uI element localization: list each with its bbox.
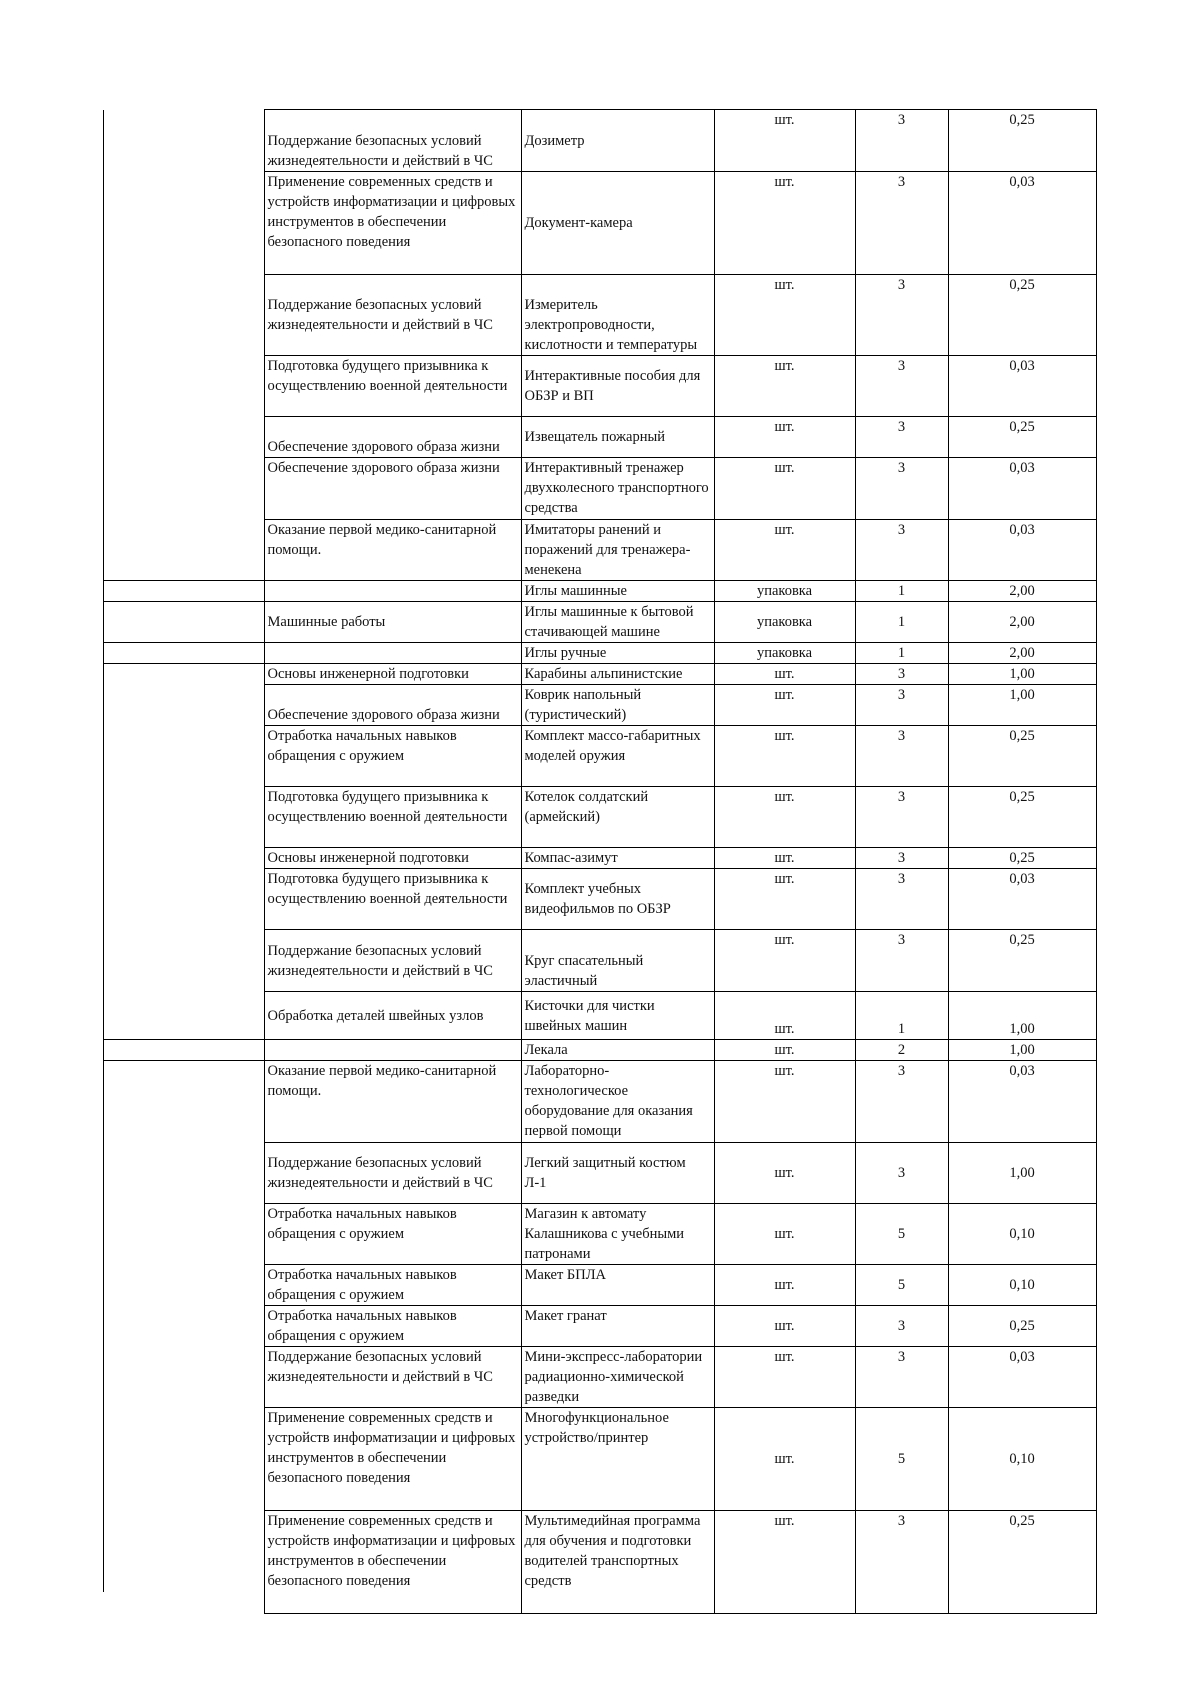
- table-row: [103, 992, 1096, 1040]
- unit-cell: шт.: [714, 172, 855, 275]
- table-row: [103, 664, 1096, 685]
- row-number-cell: [103, 356, 264, 417]
- item-cell: Дозиметр: [521, 110, 714, 172]
- topic-cell: Подготовка будущего призывника к осуществлению военной деятельности: [264, 356, 521, 417]
- unit-cell: шт.: [714, 685, 855, 726]
- item-cell: Документ-камера: [521, 172, 714, 275]
- table-row: [103, 1511, 1096, 1614]
- quantity-cell: 3: [855, 1347, 948, 1408]
- item-cell: Кисточки для чистки швейных машин: [521, 992, 714, 1040]
- ratio-cell: 0,03: [948, 1347, 1096, 1408]
- equipment-table: [103, 109, 1097, 1614]
- topic-cell: Отработка начальных навыков обращения с оружием: [264, 1265, 521, 1306]
- ratio-cell: 0,25: [948, 1306, 1096, 1347]
- ratio-cell: 1,00: [948, 1040, 1096, 1061]
- quantity-cell: 3: [855, 848, 948, 869]
- item-cell: Компас-азимут: [521, 848, 714, 869]
- row-number-cell: [103, 602, 264, 643]
- ratio-cell: 0,25: [948, 1511, 1096, 1614]
- ratio-cell: 1,00: [948, 1143, 1096, 1204]
- table-row: [103, 275, 1096, 356]
- item-cell: Измеритель электропроводности, кислотности и температуры: [521, 275, 714, 356]
- table-row: [103, 685, 1096, 726]
- topic-cell: Оказание первой медико-санитарной помощи.: [264, 520, 521, 581]
- table-row: [103, 356, 1096, 417]
- topic-cell: Обеспечение здорового образа жизни: [264, 685, 521, 726]
- topic-cell: Машинные работы: [264, 602, 521, 643]
- table-row: [103, 458, 1096, 520]
- unit-cell: шт.: [714, 1265, 855, 1306]
- quantity-cell: 3: [855, 356, 948, 417]
- quantity-cell: 3: [855, 275, 948, 356]
- table-row: [103, 787, 1096, 848]
- quantity-cell: 3: [855, 726, 948, 787]
- table-row: [103, 1143, 1096, 1204]
- unit-cell: шт.: [714, 869, 855, 930]
- row-number-cell: [103, 1204, 264, 1265]
- ratio-cell: 0,03: [948, 1061, 1096, 1143]
- table-row: [103, 581, 1096, 602]
- ratio-cell: 0,03: [948, 520, 1096, 581]
- topic-cell: Поддержание безопасных условий жизнедеятельности и действий в ЧС: [264, 1347, 521, 1408]
- item-cell: Интерактивный тренажер двухколесного транспортного средства: [521, 458, 714, 520]
- table-row: [103, 110, 1096, 172]
- unit-cell: шт.: [714, 930, 855, 992]
- unit-cell: шт.: [714, 1511, 855, 1614]
- quantity-cell: 3: [855, 930, 948, 992]
- item-cell: Карабины альпинистские: [521, 664, 714, 685]
- quantity-cell: 2: [855, 1040, 948, 1061]
- quantity-cell: 3: [855, 458, 948, 520]
- table-row: [103, 1306, 1096, 1347]
- ratio-cell: 0,10: [948, 1265, 1096, 1306]
- table-row: [103, 1408, 1096, 1511]
- item-cell: Комплект массо-габаритных моделей оружия: [521, 726, 714, 787]
- topic-cell: Поддержание безопасных условий жизнедеятельности и действий в ЧС: [264, 930, 521, 992]
- item-cell: Иглы машинные: [521, 581, 714, 602]
- item-cell: Извещатель пожарный: [521, 417, 714, 458]
- unit-cell: шт.: [714, 110, 855, 172]
- row-number-cell: [103, 417, 264, 458]
- row-number-cell: [103, 848, 264, 869]
- item-cell: Круг спасательный эластичный: [521, 930, 714, 992]
- table-row: [103, 602, 1096, 643]
- topic-cell: Основы инженерной подготовки: [264, 848, 521, 869]
- unit-cell: шт.: [714, 1306, 855, 1347]
- item-cell: Мультимедийная программа для обучения и подготовки водителей транспортных средств: [521, 1511, 714, 1614]
- unit-cell: шт.: [714, 1143, 855, 1204]
- topic-cell: Основы инженерной подготовки: [264, 664, 521, 685]
- unit-cell: упаковка: [714, 581, 855, 602]
- unit-cell: шт.: [714, 275, 855, 356]
- unit-cell: упаковка: [714, 643, 855, 664]
- row-number-cell: [103, 685, 264, 726]
- topic-cell: Обработка деталей швейных узлов: [264, 992, 521, 1040]
- quantity-cell: 5: [855, 1265, 948, 1306]
- topic-cell: Подготовка будущего призывника к осуществлению военной деятельности: [264, 869, 521, 930]
- ratio-cell: 0,03: [948, 172, 1096, 275]
- quantity-cell: 1: [855, 992, 948, 1040]
- unit-cell: шт.: [714, 1040, 855, 1061]
- quantity-cell: 3: [855, 1143, 948, 1204]
- row-number-cell: [103, 1511, 264, 1614]
- item-cell: Лекала: [521, 1040, 714, 1061]
- topic-cell: Отработка начальных навыков обращения с оружием: [264, 726, 521, 787]
- table-row: [103, 848, 1096, 869]
- ratio-cell: 1,00: [948, 992, 1096, 1040]
- ratio-cell: 2,00: [948, 643, 1096, 664]
- row-number-cell: [103, 1306, 264, 1347]
- row-number-cell: [103, 581, 264, 602]
- row-number-cell: [103, 458, 264, 520]
- item-cell: Комплект учебных видеофильмов по ОБЗР: [521, 869, 714, 930]
- quantity-cell: 3: [855, 520, 948, 581]
- item-cell: Магазин к автомату Калашникова с учебными патронами: [521, 1204, 714, 1265]
- unit-cell: шт.: [714, 664, 855, 685]
- topic-cell: [264, 643, 521, 664]
- row-number-cell: [103, 1061, 264, 1143]
- unit-cell: шт.: [714, 356, 855, 417]
- quantity-cell: 3: [855, 417, 948, 458]
- item-cell: Легкий защитный костюм Л-1: [521, 1143, 714, 1204]
- row-number-cell: [103, 992, 264, 1040]
- row-number-cell: [103, 110, 264, 172]
- ratio-cell: 2,00: [948, 602, 1096, 643]
- quantity-cell: 3: [855, 172, 948, 275]
- table-row: [103, 1204, 1096, 1265]
- unit-cell: шт.: [714, 992, 855, 1040]
- ratio-cell: 2,00: [948, 581, 1096, 602]
- item-cell: Коврик напольный (туристический): [521, 685, 714, 726]
- quantity-cell: 5: [855, 1204, 948, 1265]
- item-cell: Макет БПЛА: [521, 1265, 714, 1306]
- quantity-cell: 1: [855, 643, 948, 664]
- topic-cell: Обеспечение здорового образа жизни: [264, 458, 521, 520]
- quantity-cell: 3: [855, 1306, 948, 1347]
- topic-cell: Поддержание безопасных условий жизнедеятельности и действий в ЧС: [264, 1143, 521, 1204]
- row-number-cell: [103, 172, 264, 275]
- item-cell: Мини-экспресс-лаборатории радиационно-химической разведки: [521, 1347, 714, 1408]
- table-row: [103, 1040, 1096, 1061]
- item-cell: Макет гранат: [521, 1306, 714, 1347]
- quantity-cell: 3: [855, 664, 948, 685]
- item-cell: Многофункциональное устройство/принтер: [521, 1408, 714, 1511]
- ratio-cell: 0,25: [948, 110, 1096, 172]
- quantity-cell: 3: [855, 1061, 948, 1143]
- unit-cell: шт.: [714, 520, 855, 581]
- unit-cell: упаковка: [714, 602, 855, 643]
- unit-cell: шт.: [714, 726, 855, 787]
- unit-cell: шт.: [714, 1204, 855, 1265]
- quantity-cell: 1: [855, 581, 948, 602]
- item-cell: Интерактивные пособия для ОБЗР и ВП: [521, 356, 714, 417]
- unit-cell: шт.: [714, 417, 855, 458]
- row-number-cell: [103, 1040, 264, 1061]
- topic-cell: Оказание первой медико-санитарной помощи.: [264, 1061, 521, 1143]
- ratio-cell: 0,25: [948, 930, 1096, 992]
- row-number-cell: [103, 643, 264, 664]
- quantity-cell: 3: [855, 685, 948, 726]
- item-cell: Имитаторы ранений и поражений для тренажера-менекена: [521, 520, 714, 581]
- ratio-cell: 0,25: [948, 275, 1096, 356]
- unit-cell: шт.: [714, 1061, 855, 1143]
- row-number-cell: [103, 1408, 264, 1511]
- topic-cell: Обеспечение здорового образа жизни: [264, 417, 521, 458]
- ratio-cell: 0,25: [948, 726, 1096, 787]
- quantity-cell: 3: [855, 110, 948, 172]
- ratio-cell: 0,25: [948, 848, 1096, 869]
- topic-cell: Применение современных средств и устройств информатизации и цифровых инструментов в обеспечении безопасного поведения: [264, 172, 521, 275]
- row-number-cell: [103, 1143, 264, 1204]
- row-number-cell: [103, 1265, 264, 1306]
- ratio-cell: 0,25: [948, 417, 1096, 458]
- table-row: [103, 930, 1096, 992]
- row-number-cell: [103, 930, 264, 992]
- table-row: [103, 869, 1096, 930]
- table-row: [103, 643, 1096, 664]
- table-row: [103, 1061, 1096, 1143]
- ratio-cell: 0,25: [948, 787, 1096, 848]
- topic-cell: [264, 581, 521, 602]
- unit-cell: шт.: [714, 848, 855, 869]
- topic-cell: [264, 1040, 521, 1061]
- table-row: [103, 417, 1096, 458]
- item-cell: Иглы машинные к бытовой стачивающей машине: [521, 602, 714, 643]
- topic-cell: Отработка начальных навыков обращения с оружием: [264, 1306, 521, 1347]
- item-cell: Котелок солдатский (армейский): [521, 787, 714, 848]
- topic-cell: Отработка начальных навыков обращения с оружием: [264, 1204, 521, 1265]
- ratio-cell: 0,03: [948, 458, 1096, 520]
- ratio-cell: 1,00: [948, 685, 1096, 726]
- topic-cell: Поддержание безопасных условий жизнедеятельности и действий в ЧС: [264, 110, 521, 172]
- unit-cell: шт.: [714, 787, 855, 848]
- row-number-cell: [103, 869, 264, 930]
- quantity-cell: 5: [855, 1408, 948, 1511]
- table-row: [103, 172, 1096, 275]
- topic-cell: Поддержание безопасных условий жизнедеятельности и действий в ЧС: [264, 275, 521, 356]
- row-number-cell: [103, 520, 264, 581]
- table-row: [103, 726, 1096, 787]
- row-number-cell: [103, 275, 264, 356]
- item-cell: Иглы ручные: [521, 643, 714, 664]
- topic-cell: Применение современных средств и устройств информатизации и цифровых инструментов в обеспечении безопасного поведения: [264, 1408, 521, 1511]
- ratio-cell: 0,10: [948, 1204, 1096, 1265]
- row-number-cell: [103, 787, 264, 848]
- row-number-cell: [103, 726, 264, 787]
- item-cell: Лабораторно-технологическое оборудование для оказания первой помощи: [521, 1061, 714, 1143]
- table-row: [103, 520, 1096, 581]
- ratio-cell: 0,10: [948, 1408, 1096, 1511]
- quantity-cell: 3: [855, 869, 948, 930]
- row-number-cell: [103, 664, 264, 685]
- quantity-cell: 3: [855, 787, 948, 848]
- unit-cell: шт.: [714, 1347, 855, 1408]
- topic-cell: Подготовка будущего призывника к осуществлению военной деятельности: [264, 787, 521, 848]
- ratio-cell: 0,03: [948, 869, 1096, 930]
- unit-cell: шт.: [714, 1408, 855, 1511]
- quantity-cell: 3: [855, 1511, 948, 1614]
- table-row: [103, 1347, 1096, 1408]
- topic-cell: Применение современных средств и устройств информатизации и цифровых инструментов в обеспечении безопасного поведения: [264, 1511, 521, 1614]
- ratio-cell: 1,00: [948, 664, 1096, 685]
- row-number-cell: [103, 1347, 264, 1408]
- table-row: [103, 1265, 1096, 1306]
- unit-cell: шт.: [714, 458, 855, 520]
- quantity-cell: 1: [855, 602, 948, 643]
- ratio-cell: 0,03: [948, 356, 1096, 417]
